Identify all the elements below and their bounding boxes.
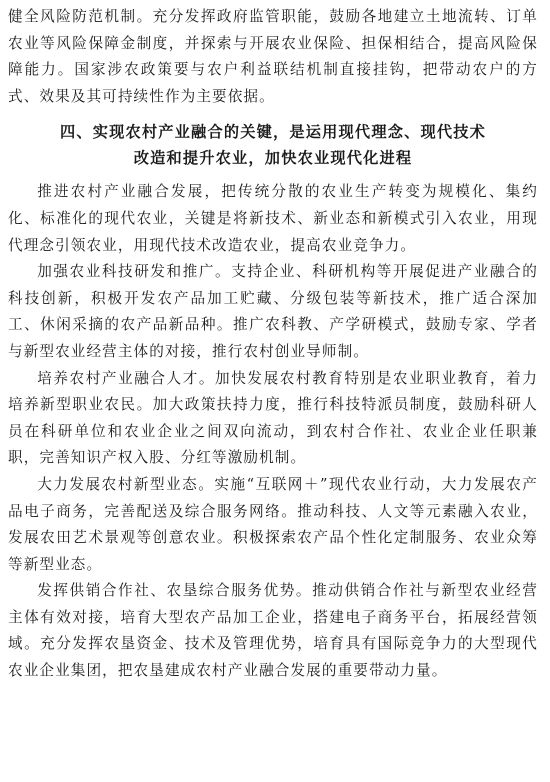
paragraph-tech-research: 加强农业科技研发和推广。支持企业、科研机构等开展促进产业融合的科技创新，积极开发农产品加工贮藏、分级包装等新技术，推广适合深加工、休闲采摘的农产品新品种。推广农科教、产学研模式，鼓励专家、学者与新型农业经营主体的对接，推行农村创业导师制。 — [8, 263, 538, 360]
paragraph-talent: 培养农村产业融合人才。加快发展农村教育特别是农业职业教育，着力培养新型职业农民。加大政策扶持力度，推行科技特派员制度，鼓励科研人员在科研单位和农业企业之间双向流动，到农村合作社、农业企业任职兼职，完善知识产权入股、分红等激励机制。 — [8, 369, 538, 467]
section-heading-line-1: 四、实现农村产业融合的关键，是运用现代理念、现代技术 — [59, 123, 487, 142]
paragraph-intro: 推进农村产业融合发展，把传统分散的农业生产转变为规模化、集约化、标准化的现代农业，关键是将新技术、新业态和新模式引入农业，用现代理念引领农业，用现代技术改造农业，提高农业竞争力。 — [8, 183, 538, 254]
paragraph-new-business: 大力发展农村新型业态。实施“互联网＋”现代农业行动，大力发展农产品电子商务，完善配送及综合服务网络。推动科技、人文等元素融入农业，发展农田艺术景观等创意农业。积极探索农产品个性化定制服务、农业众筹等新型业态。 — [8, 475, 538, 573]
paragraph-cooperatives: 发挥供销合作社、农垦综合服务优势。推动供销合作社与新型农业经营主体有效对接，培育大型农产品加工企业，搭建电子商务平台，拓展经营领域。充分发挥农垦资金、技术及管理优势，培育具有国际竞争力的大型现代农业企业集团，把农垦建成农村产业融合发展的重要带动力量。 — [8, 582, 538, 680]
paragraph-risk-prevention: 健全风险防范机制。充分发挥政府监管职能，鼓励各地建立土地流转、订单农业等风险保障金制度，并探索与开展农业保险、担保相结合，提高风险保障能力。国家涉农政策要与农户利益联结机制直接挂钩，把带动农户的方式、效果及其可持续性作为主要依据。 — [8, 8, 538, 105]
section-heading-four — [8, 119, 538, 171]
section-heading-line-2: 改造和提升农业，加快农业现代化进程 — [133, 149, 413, 168]
